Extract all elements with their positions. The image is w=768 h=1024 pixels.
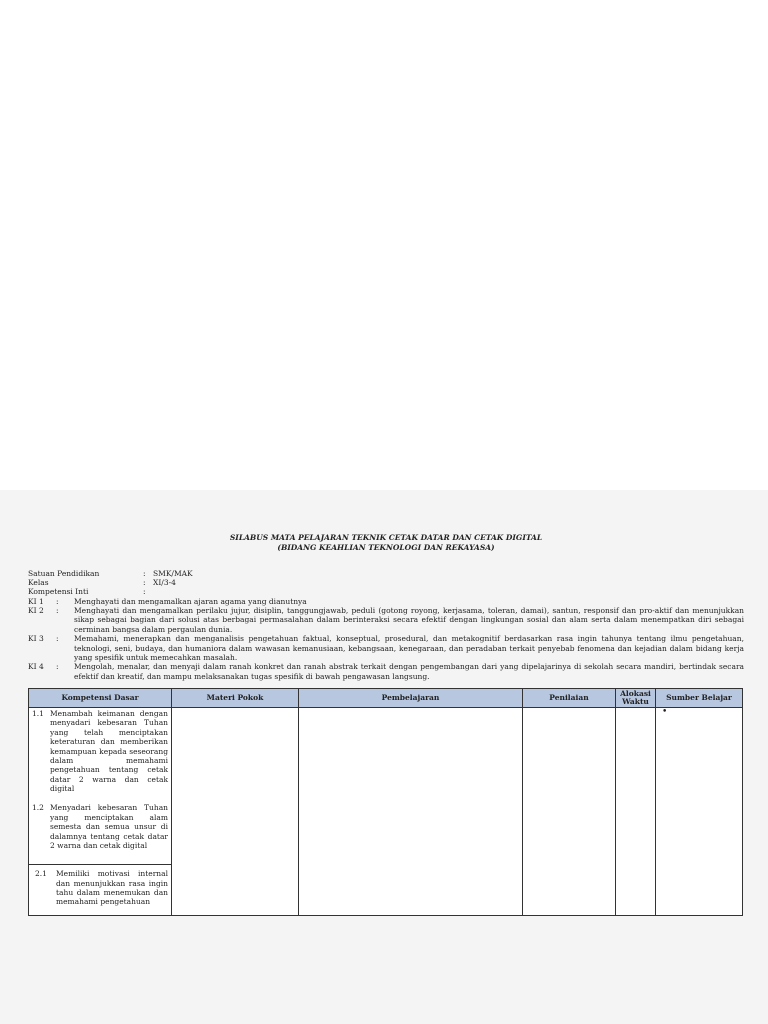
meta-label: Kelas: [28, 577, 49, 587]
meta-row-satuan: Satuan Pendidikan : SMK/MAK: [28, 568, 193, 578]
meta-row-kompetensi-inti: Kompetensi Inti :: [28, 587, 146, 597]
ki-code: KI 3: [28, 634, 44, 644]
kd-cell: [29, 708, 172, 916]
ki-item: KI 3 : Memahami, menerapkan dan menganalisis pengetahuan faktual, konseptual, prosedural, dan metakognitif berdasarkan rasa ingin tahunya tentang ilmu pengetahuan, teknologi, seni, budaya, dan humaniora dalam wawasan kemanusiaan, kebangsaan, kenegaraan, dan peradaban terkait penyebab fenomena dan kejadian dalam bidang kerja yang spesifik untuk memecahkan masalah.: [28, 634, 744, 662]
ki-text: Menghayati dan mengamalkan ajaran agama yang dianutnya: [74, 596, 307, 606]
kd-text: Menyadari kebesaran Tuhan yang menciptakan alam semesta dan semua unsur di dalamnya tentang cetak datar 2 warna dan cetak digital: [50, 803, 168, 850]
pembelajaran-cell: [299, 708, 523, 916]
kd-text: Menambah keimanan dengan menyadari kebesaran Tuhan yang telah menciptakan keteraturan dan memberikan kemampuan kepada seseorang dalam memahami pengetahuan tentang cetak datar 2 warna dan cetak digital: [50, 709, 168, 793]
sumber-cell: [656, 708, 743, 916]
meta-value: SMK/MAK: [153, 568, 193, 578]
kd-number: 1.2: [32, 803, 44, 813]
kd-item: [32, 803, 168, 850]
ki-code: KI 1: [28, 596, 44, 606]
penilaian-cell: [523, 708, 616, 916]
ki-text: Menghayati dan mengamalkan perilaku jujur, disiplin, tanggungjawab, peduli (gotong royong, kerjasama, toleran, damai), santun, responsif dan pro-aktif dan menunjukkan sikap sebagai bagian dari solusi atas berbagai permasalahan dalam berinteraksi secara efektif dengan lingkungan sosial dan alam serta dalam menempatkan diri sebagai cerminan bangsa dalam pergaulan dunia.: [74, 606, 744, 634]
table-header-row: [29, 689, 743, 708]
ki-item: KI 4 : Mengolah, menalar, dan menyaji dalam ranah konkret dan ranah abstrak terkait dengan pengembangan dari yang dipelajarinya di sekolah secara mandiri, bertindak secara efektif dan kreatif, dan mampu melaksanakan tugas spesifik di bawah pengawasan langsung.: [28, 662, 744, 681]
meta-label: Kompetensi Inti: [28, 587, 89, 597]
document-title: [28, 533, 744, 553]
ki-code: KI 4: [28, 662, 44, 672]
meta-row-kelas: Kelas : XI/3-4: [28, 577, 176, 587]
ki-text: Memahami, menerapkan dan menganalisis pengetahuan faktual, konseptual, prosedural, dan metakognitif berdasarkan rasa ingin tahunya tentang ilmu pengetahuan, teknologi, seni, budaya, dan humaniora dalam wawasan kemanusiaan, kebangsaan, kenegaraan, dan peradaban terkait penyebab fenomena dan kejadian dalam bidang kerja yang spesifik untuk memecahkan masalah.: [74, 634, 744, 662]
materi-cell: [172, 708, 299, 916]
kd-item: [32, 709, 168, 793]
kd-number: 1.1: [32, 709, 44, 718]
alokasi-cell: [616, 708, 656, 916]
meta-label: Satuan Pendidikan: [28, 568, 100, 578]
ki-item: KI 2 : Menghayati dan mengamalkan perilaku jujur, disiplin, tanggungjawab, peduli (gotong royong, kerjasama, toleran, damai), santun, responsif dan pro-aktif dan menunjukkan sikap sebagai bagian dari solusi atas berbagai permasalahan dalam berinteraksi secara efektif dengan lingkungan sosial dan alam serta dalam menempatkan diri sebagai cerminan bangsa dalam pergaulan dunia.: [28, 606, 744, 634]
header-pembelajaran: Pembelajaran: [299, 689, 523, 708]
header-sumber-belajar: Sumber Belajar: [656, 689, 743, 708]
kd-item: [29, 864, 171, 907]
table-row: [29, 708, 743, 916]
kd-number: 2.1: [35, 869, 47, 879]
header-penilaian: Penilaian: [523, 689, 616, 708]
ki-code: KI 2: [28, 606, 44, 615]
bullet-icon: •: [662, 707, 668, 717]
kd-text: Memiliki motivasi internal dan menunjukkan rasa ingin tahu dalam menemukan dan memahami pengetahuan: [56, 869, 168, 907]
title-line-2: (BIDANG KEAHLIAN TEKNOLOGI DAN REKAYASA): [277, 542, 495, 552]
ki-item: KI 1 : Menghayati dan mengamalkan ajaran agama yang dianutnya: [28, 597, 744, 606]
meta-value: XI/3-4: [153, 577, 176, 587]
header-kompetensi-dasar: Kompetensi Dasar: [29, 689, 172, 708]
meta-block: [28, 569, 744, 597]
document-page: [28, 533, 744, 916]
title-line-1: SILABUS MATA PELAJARAN TEKNIK CETAK DATAR DAN CETAK DIGITAL: [229, 533, 543, 542]
ki-text: Mengolah, menalar, dan menyaji dalam ranah konkret dan ranah abstrak terkait dengan pengembangan dari yang dipelajarinya di sekolah secara mandiri, bertindak secara efektif dan kreatif, dan mampu melaksanakan tugas spesifik di bawah pengawasan langsung.: [74, 662, 744, 681]
ki-list: [28, 597, 744, 681]
header-alokasi-waktu: Alokasi Waktu: [616, 689, 656, 708]
header-materi-pokok: Materi Pokok: [172, 689, 299, 708]
syllabus-table: [28, 688, 743, 916]
